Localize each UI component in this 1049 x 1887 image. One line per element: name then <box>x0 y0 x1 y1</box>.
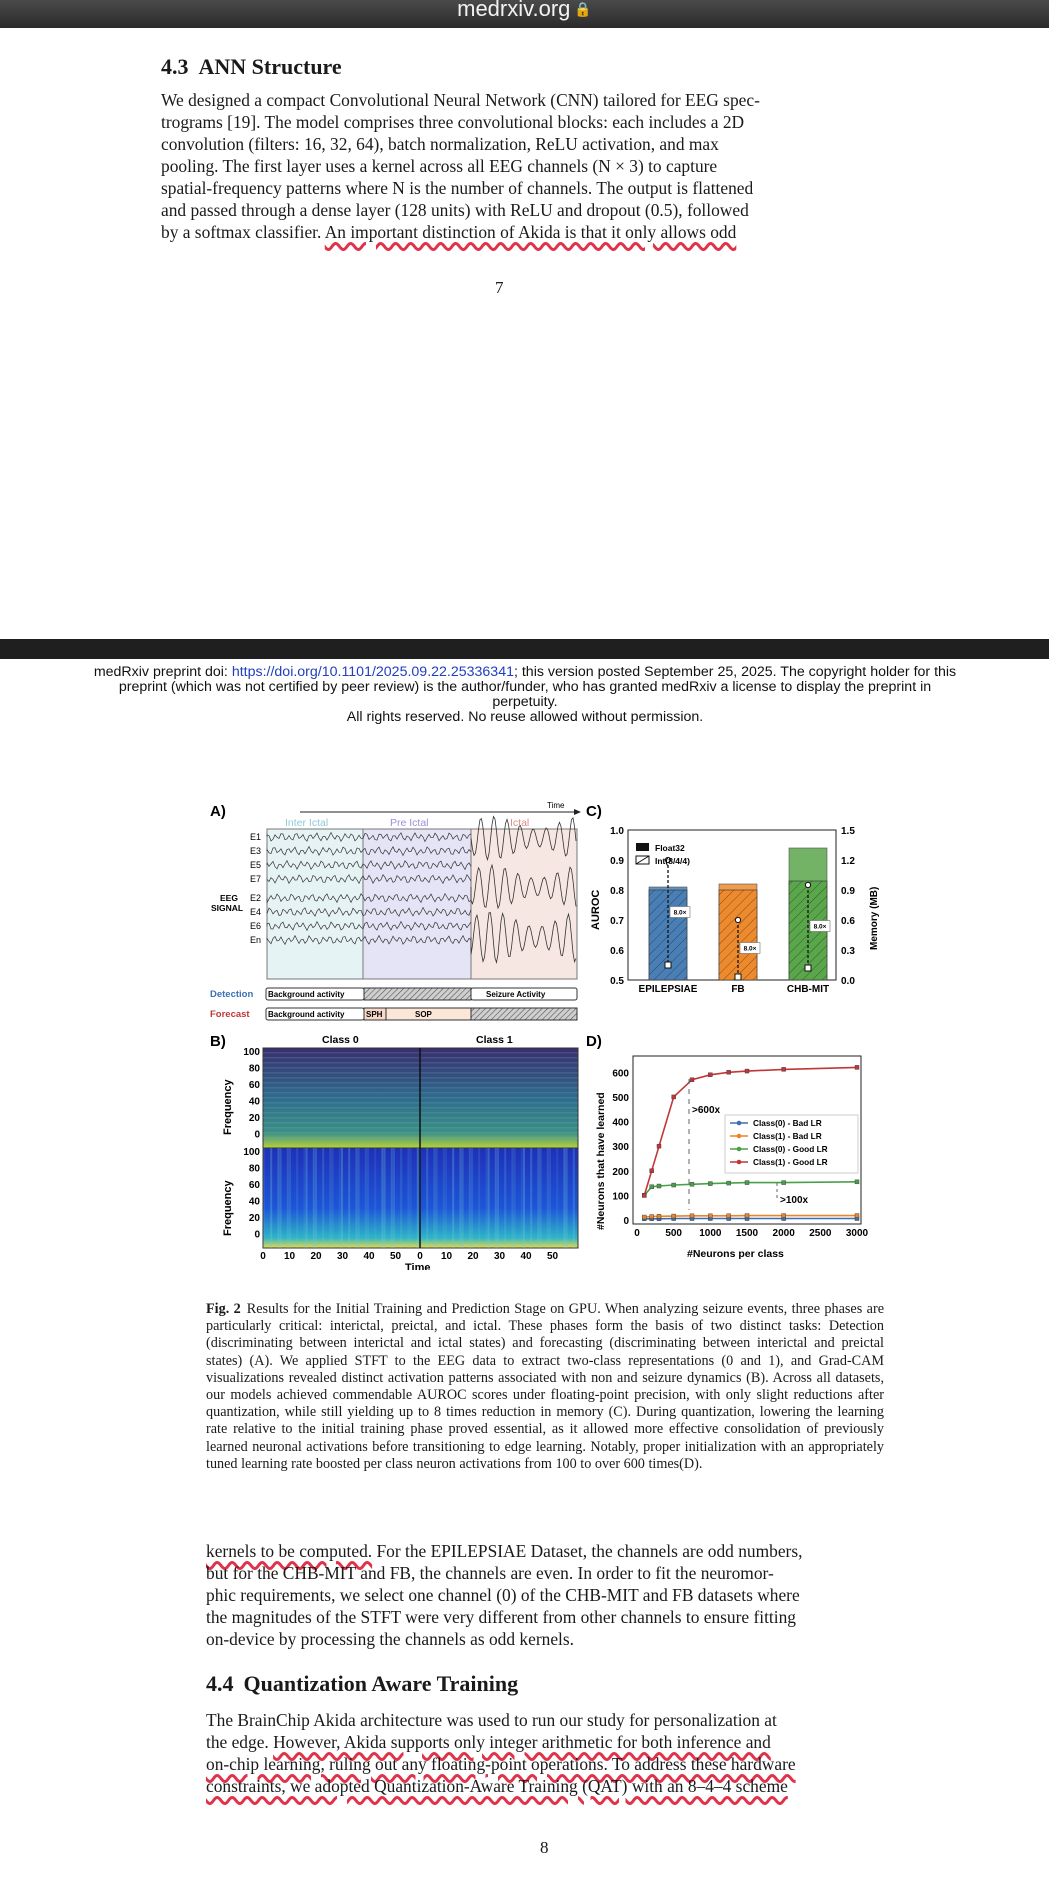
spectrogram-ytick: 20 <box>248 1113 260 1124</box>
spectrogram-column <box>566 1148 568 1248</box>
neurons-xtick: 0 <box>634 1228 640 1239</box>
lock-icon: 🔒 <box>574 1 592 17</box>
spectrogram-column <box>263 1148 265 1248</box>
spectrogram-ytick: 100 <box>243 1147 260 1158</box>
text-line: kernels to be computed. For the EPILEPSIAE Dataset, the channels are odd numbers, <box>206 1541 803 1561</box>
text-line: We designed a compact Convolutional Neural Network (CNN) tailored for EEG spec- <box>161 90 760 110</box>
time-arrowhead <box>574 809 581 815</box>
legend-float32: Float32 <box>655 843 685 853</box>
series-point <box>672 1095 676 1099</box>
spectrogram-xtick: 0 <box>260 1251 266 1262</box>
spectrogram-column <box>433 1148 435 1248</box>
auroc-ytick: 0.7 <box>610 916 624 927</box>
memory-ytick: 0.6 <box>841 916 855 927</box>
spectrogram-column <box>452 1148 454 1248</box>
memory-int-point <box>805 965 811 971</box>
interictal-region <box>267 829 363 979</box>
panel-a-label: A) <box>210 803 226 820</box>
spectrogram-column <box>355 1148 357 1248</box>
legend-entry: Class(1) - Good LR <box>753 1157 828 1167</box>
text-line: phic requirements, we select one channel (0) of the CHB-MIT and FB datasets where <box>206 1585 800 1605</box>
spectrogram-column <box>488 1148 490 1248</box>
figure-caption <box>206 1301 884 1473</box>
spectrogram-column <box>393 1148 395 1248</box>
spectrogram-column <box>521 1148 523 1248</box>
figure-2 <box>200 790 900 1270</box>
spectrogram-column <box>303 1148 305 1248</box>
neurons-ytick: 400 <box>612 1117 629 1129</box>
spectrogram-column <box>530 1148 532 1248</box>
preprint-notice: medRxiv preprint doi: https://doi.org/10.1101/2025.09.22.25336341; this version posted September 25, 2025. The copyright holder for this preprint (which was not certified by peer review) is the author/funder, who has granted medRxiv a license to display the preprint in perpetuity. All rights reserved. No reuse allowed without permission. <box>93 664 957 725</box>
neurons-xtick: 3000 <box>845 1228 869 1239</box>
spectrogram-column <box>426 1148 428 1248</box>
text-line <box>206 1753 884 1775</box>
spectrogram-column <box>329 1148 331 1248</box>
spectrogram-column <box>485 1148 487 1248</box>
section-number: 4.3 <box>161 54 189 79</box>
series-point <box>855 1065 859 1069</box>
spectrogram-column <box>436 1148 438 1248</box>
spectrogram-column <box>322 1148 324 1248</box>
neurons-ytick: 100 <box>612 1191 629 1203</box>
spectrogram-column <box>348 1148 350 1248</box>
spectrogram-xtick: 30 <box>493 1251 506 1262</box>
legend-entry: Class(0) - Good LR <box>753 1144 828 1154</box>
spectrogram-column <box>270 1148 272 1248</box>
spectrogram-column <box>504 1148 506 1248</box>
text-line: pooling. The first layer uses a kernel across all EEG channels (N × 3) to capture <box>161 156 718 176</box>
panel-d-label: D) <box>586 1033 602 1050</box>
neurons-ytick: 300 <box>612 1142 629 1154</box>
memory-ylabel: Memory (MB) <box>869 886 880 950</box>
spectrogram-column <box>417 1148 419 1248</box>
text-line: spatial-frequency patterns where N is the number of channels. The output is flattened <box>161 178 754 198</box>
memory-ytick: 0.3 <box>841 946 855 957</box>
neurons-ytick: 500 <box>612 1092 629 1104</box>
legend-int: Int(8/4/4) <box>655 856 690 866</box>
spectrogram-column <box>495 1148 497 1248</box>
series-point <box>657 1144 661 1148</box>
forecast-label: Forecast <box>210 1009 250 1020</box>
spectrogram-column <box>540 1148 542 1248</box>
memory-float-point <box>735 917 740 922</box>
series-point <box>782 1214 786 1218</box>
time-xlabel: Time <box>405 1262 431 1270</box>
neurons-per-class-xlabel: #Neurons per class <box>687 1248 784 1260</box>
spectrogram-ytick: 100 <box>243 1047 260 1058</box>
series-point <box>855 1214 859 1218</box>
class0-label: Class 0 <box>322 1034 359 1046</box>
spectrogram-column <box>381 1148 383 1248</box>
spectrogram-column <box>537 1148 539 1248</box>
detection-background-text: Background activity <box>268 990 345 999</box>
spectrogram-ytick: 40 <box>248 1096 260 1108</box>
spectrogram-column <box>573 1148 575 1248</box>
spectrogram-column <box>478 1148 480 1248</box>
panel-b-label: B) <box>210 1033 226 1050</box>
series-point <box>782 1181 786 1185</box>
legend-marker <box>737 1134 742 1139</box>
preictal-region <box>363 829 471 979</box>
text-line: the magnitudes of the STFT were very different from other channels to ensure fitting <box>206 1607 796 1627</box>
text-line: but for the CHB-MIT and FB, the channels are even. In order to fit the neuromor- <box>206 1563 774 1583</box>
spectrogram-xtick: 10 <box>440 1251 453 1262</box>
spectrogram-column <box>358 1148 360 1248</box>
neurons-ytick: 600 <box>612 1068 629 1080</box>
text-line: the edge. However, Akida supports only integer arithmetic for both inference and <box>206 1732 771 1752</box>
legend-entry: Class(1) - Bad LR <box>753 1131 822 1141</box>
neurons-xtick: 500 <box>665 1228 683 1239</box>
spectrogram-column <box>374 1148 376 1248</box>
eeg-signal-label-2: SIGNAL <box>211 903 244 913</box>
section-title: Quantization Aware Training <box>243 1671 519 1696</box>
detection-label: Detection <box>210 989 254 1000</box>
forecast-background-text: Background activity <box>268 1010 345 1019</box>
series-point <box>727 1070 731 1074</box>
series-point <box>727 1214 731 1218</box>
annotation-600: >600x <box>692 1105 721 1116</box>
channel-label: E2 <box>250 893 262 903</box>
highlighted-text: kernels to be computed. <box>206 1541 373 1561</box>
spectrogram-column <box>367 1148 369 1248</box>
spectrogram-column <box>384 1148 386 1248</box>
section-heading-4-3 <box>161 54 342 80</box>
series-point <box>672 1183 676 1187</box>
series-point <box>782 1067 786 1071</box>
detection-hatch <box>364 988 471 1000</box>
memory-ytick: 0.9 <box>841 886 855 897</box>
memory-int-point <box>665 962 671 968</box>
series-point <box>708 1073 712 1077</box>
series-point <box>690 1214 694 1218</box>
spectrogram-column <box>549 1148 551 1248</box>
channel-label: E3 <box>250 846 262 856</box>
time-label: Time <box>547 801 565 810</box>
channel-label: En <box>250 935 262 945</box>
highlighted-text: However, Akida supports only integer arithmetic for both inference and <box>273 1732 771 1752</box>
spectrogram-column <box>306 1148 308 1248</box>
auroc-ytick: 1.0 <box>610 826 624 837</box>
text-line: on-device by processing the channels as odd kernels. <box>206 1629 574 1649</box>
spectrogram-column <box>462 1148 464 1248</box>
spectrogram-column <box>277 1148 279 1248</box>
paragraph-qat <box>206 1709 884 1797</box>
memory-float-point <box>805 882 810 887</box>
channel-label: E1 <box>250 832 262 842</box>
spectrogram-ytick: 0 <box>254 1129 260 1141</box>
spectrogram-column <box>445 1148 447 1248</box>
spectrogram-column <box>556 1148 558 1248</box>
spectrogram-ytick: 20 <box>248 1213 260 1224</box>
spectrogram-column <box>497 1148 499 1248</box>
spectrogram-column <box>511 1148 513 1248</box>
forecast-sop-text: SOP <box>415 1010 432 1019</box>
section-title: ANN Structure <box>198 54 342 79</box>
series-point <box>650 1215 654 1219</box>
spectrogram-xtick: 40 <box>363 1251 375 1262</box>
spectrogram-column <box>400 1148 402 1248</box>
category-label: FB <box>731 984 745 995</box>
neurons-xtick: 2000 <box>772 1228 795 1239</box>
reduction-label: 8.0× <box>743 945 757 953</box>
legend-marker <box>737 1160 742 1165</box>
spectrogram-column <box>459 1148 461 1248</box>
auroc-ylabel: AUROC <box>590 889 602 930</box>
spectrogram-column <box>469 1148 471 1248</box>
series-point <box>642 1193 646 1197</box>
text-line: convolution (filters: 16, 32, 64), batch normalization, ReLU activation, and max <box>161 134 719 154</box>
spectrogram-column <box>471 1148 473 1248</box>
legend-entry: Class(0) - Bad LR <box>753 1118 822 1128</box>
forecast-sph-text: SPH <box>366 1010 383 1019</box>
series-point <box>745 1214 749 1218</box>
spectrogram-column <box>315 1148 317 1248</box>
legend-marker <box>737 1147 742 1152</box>
series-point <box>650 1169 654 1173</box>
neurons-xtick: 1000 <box>699 1228 722 1239</box>
spectrogram-column <box>296 1148 298 1248</box>
spectrogram-column <box>563 1148 565 1248</box>
spectrogram-column <box>514 1148 516 1248</box>
channel-label: E6 <box>250 921 262 931</box>
page-number: 7 <box>495 278 504 297</box>
series-point <box>690 1078 694 1082</box>
neurons-learned-ylabel: #Neurons that have learned <box>595 1092 607 1230</box>
spectrogram-ytick: 80 <box>248 1163 260 1175</box>
phase-label-ictal: Ictal <box>510 817 530 829</box>
spectrogram-ytick: 60 <box>248 1080 260 1091</box>
paragraph-odd-kernels <box>206 1540 884 1650</box>
series-point <box>672 1214 676 1218</box>
text-line <box>206 1775 884 1797</box>
neurons-ytick: 200 <box>612 1166 629 1178</box>
spectrogram-column <box>407 1148 409 1248</box>
legend-float32-swatch <box>636 843 649 851</box>
text-line: by a softmax classifier. An important distinction of Akida is that it only allows odd <box>161 222 737 242</box>
spectrogram-column <box>339 1148 341 1248</box>
spectrogram-column <box>410 1148 412 1248</box>
neurons-ytick: 0 <box>623 1216 629 1227</box>
memory-int-point <box>735 974 741 980</box>
series-point <box>657 1214 661 1218</box>
spectrogram-column <box>365 1148 367 1248</box>
ictal-region <box>471 829 577 979</box>
highlighted-text: constraints, we adopted Quantization-Aware Training (QAT) with an 8–4–4 scheme <box>206 1776 788 1796</box>
spectrogram-column <box>287 1148 289 1248</box>
auroc-ytick: 0.9 <box>610 856 624 867</box>
highlighted-text: An important distinction of Akida is that it only allows odd <box>324 222 737 242</box>
auroc-ytick: 0.6 <box>610 946 624 957</box>
spectrogram-column <box>289 1148 291 1248</box>
frequency-ylabel-bottom: Frequency <box>222 1180 234 1236</box>
spectrogram-xtick: 50 <box>546 1251 559 1262</box>
highlighted-text: on-chip learning, ruling out any floating-point operations. To address these hardware <box>206 1754 796 1774</box>
series-point <box>708 1214 712 1218</box>
spectrogram-column <box>341 1148 343 1248</box>
spectrogram-column <box>391 1148 393 1248</box>
doi-link[interactable]: https://doi.org/10.1101/2025.09.22.25336341 <box>231 664 514 680</box>
figure-label: Fig. 2 <box>206 1301 241 1317</box>
legend-marker <box>737 1121 742 1126</box>
spectrogram-column <box>313 1148 315 1248</box>
spectrogram-ytick: 60 <box>248 1180 260 1191</box>
series-point <box>745 1181 749 1185</box>
class1-label: Class 1 <box>476 1034 513 1046</box>
category-label: CHB-MIT <box>786 984 830 995</box>
phase-label-interictal: Inter Ictal <box>285 817 329 829</box>
panel-c-label: C) <box>586 803 602 820</box>
category-label: EPILEPSIAE <box>638 984 698 995</box>
spectrogram-column <box>443 1148 445 1248</box>
caption-text: Results for the Initial Training and Prediction Stage on GPU. When analyzing seizure events, three phases are particularly critical: interictal, preictal, and ictal. These phases form the basis of two distinct tasks: Detection (discriminating between interictal and ictal states) and forecasting (discriminating between interictal and preictal states) (A). We applied STFT to the EEG data to extract two-class representations (0 and 1), and Grad-CAM visualizations revealed distinct activation patterns associated with non and seizure dynamics (B). Across all datasets, our models achieved commendable AUROC scores under floating-point precision, with only slight reductions after quantization, while still yielding up to 8 times reduction in memory (C). During quantization, lowering the learning rate relative to the initial training phase proved essential, as it allowed more effective consolidation of previously learned neuronal activations before transitioning to edge learning. Notably, proper initialization with an appropriately tuned learning rate boosted per class neuron activations from 100 to over 600 times(D). <box>206 1301 884 1472</box>
auroc-ytick: 0.5 <box>610 976 624 987</box>
spectrogram-ytick: 40 <box>248 1196 260 1208</box>
frequency-ylabel-top: Frequency <box>222 1079 234 1135</box>
section-heading-4-4 <box>206 1671 518 1697</box>
spectrogram-ytick: 0 <box>254 1229 260 1241</box>
series-point <box>690 1182 694 1186</box>
spectrogram-column <box>332 1148 334 1248</box>
reduction-label: 8.0× <box>813 923 827 931</box>
spectrogram-xtick: 20 <box>467 1251 479 1262</box>
detection-seizure-text: Seizure Activity <box>486 990 546 999</box>
spectrogram-xtick: 20 <box>310 1251 322 1262</box>
url-text: medrxiv.org <box>457 0 571 21</box>
spectrogram-xtick: 10 <box>283 1251 296 1262</box>
series-point <box>657 1184 661 1188</box>
paragraph-ann-structure <box>161 89 838 243</box>
annotation-100: >100x <box>780 1195 809 1206</box>
spectrogram-xtick: 0 <box>417 1251 423 1262</box>
auroc-ytick: 0.8 <box>610 886 624 897</box>
memory-ytick: 0.0 <box>841 976 855 987</box>
spectrogram-xtick: 50 <box>389 1251 402 1262</box>
neurons-xtick: 2500 <box>809 1228 832 1239</box>
spectrogram-ytick: 80 <box>248 1063 260 1075</box>
memory-ytick: 1.5 <box>841 826 855 837</box>
eeg-signal-label: EEG <box>220 893 238 903</box>
neurons-xtick: 1500 <box>735 1228 759 1239</box>
channel-label: E7 <box>250 874 262 884</box>
page-separator <box>0 639 1049 659</box>
series-point <box>708 1182 712 1186</box>
spectrogram-xtick: 40 <box>520 1251 532 1262</box>
spectrogram-column <box>280 1148 282 1248</box>
page-number: 8 <box>540 1838 549 1857</box>
spectrogram-column <box>523 1148 525 1248</box>
forecast-hatch <box>471 1008 577 1020</box>
memory-ytick: 1.2 <box>841 856 855 867</box>
section-number: 4.4 <box>206 1671 234 1696</box>
spectrogram-column <box>547 1148 549 1248</box>
phase-label-preictal: Pre Ictal <box>390 817 429 829</box>
channel-label: E5 <box>250 860 262 870</box>
series-point <box>727 1181 731 1185</box>
series-point <box>642 1215 646 1219</box>
spectrogram-xtick: 30 <box>336 1251 349 1262</box>
browser-address-bar[interactable] <box>0 0 1049 28</box>
text-line: and passed through a dense layer (128 units) with ReLU and dropout (0.5), followed <box>161 200 749 220</box>
text-line: trograms [19]. The model comprises three convolutional blocks: each includes a 2D <box>161 112 745 132</box>
channel-label: E4 <box>250 907 262 917</box>
reduction-label: 8.0× <box>673 909 687 917</box>
series-point <box>650 1185 654 1189</box>
text-line: The BrainChip Akida architecture was used to run our study for personalization at <box>206 1710 777 1730</box>
series-point <box>745 1069 749 1073</box>
series-point <box>855 1180 859 1184</box>
